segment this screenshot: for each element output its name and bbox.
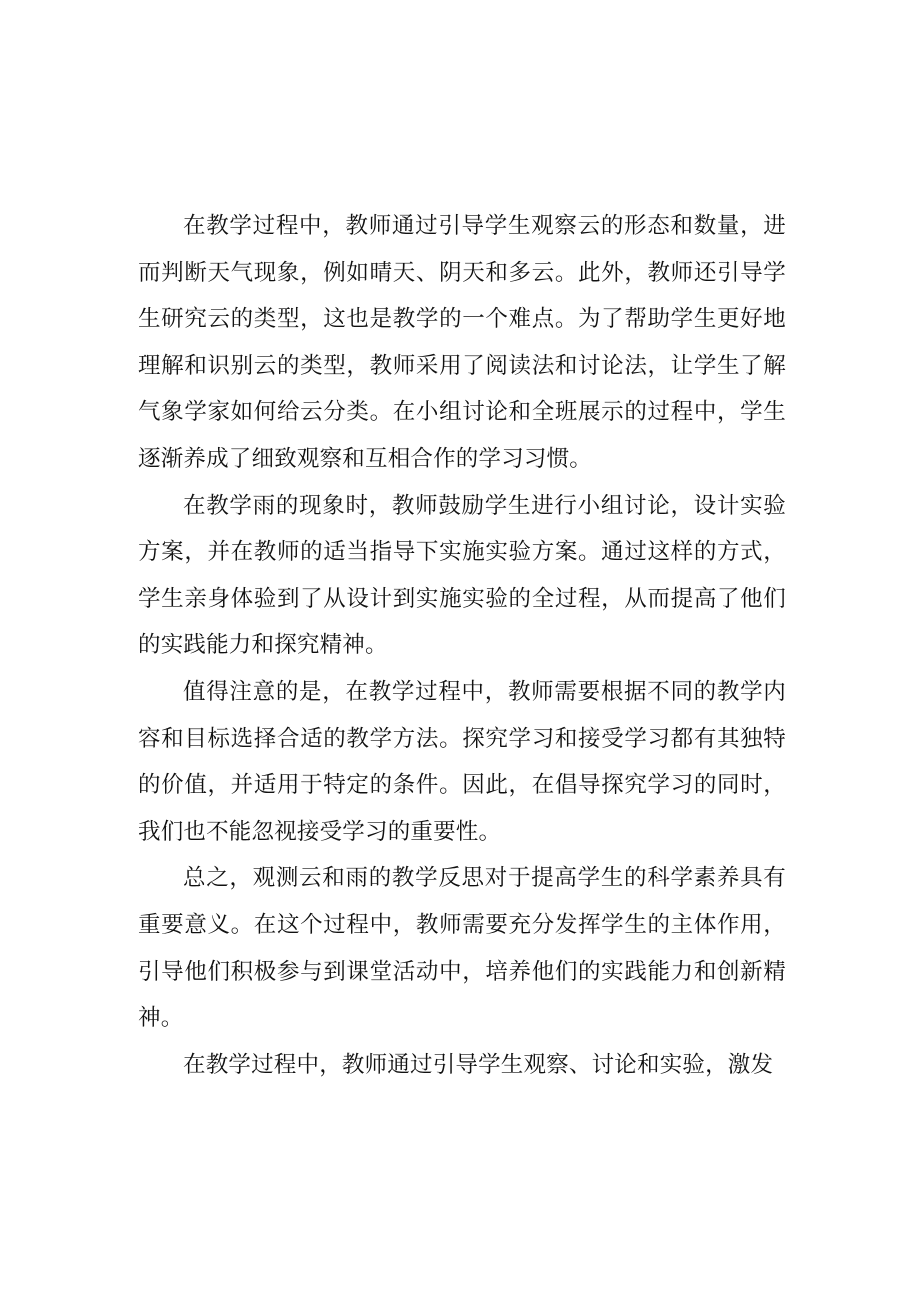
- paragraph-methods: 值得注意的是，在教学过程中，教师需要根据不同的教学内容和目标选择合适的教学方法。探究学习和接受学习都有其独特的价值，并适用于特定的条件。因此，在倡导探究学习的同时，我们也不能忽视接受学习的重要性。: [138, 678, 786, 845]
- document-body: [138, 203, 786, 1088]
- paragraph-rain: 在教学雨的现象时，教师鼓励学生进行小组讨论，设计实验方案，并在教师的适当指导下实施实验方案。通过这样的方式，学生亲身体验到了从设计到实施实验的全过程，从而提高了他们的实践能力和探究精神。: [138, 492, 786, 659]
- paragraph-summary: 总之，观测云和雨的教学反思对于提高学生的科学素养具有重要意义。在这个过程中，教师需要充分发挥学生的主体作用，引导他们积极参与到课堂活动中，培养他们的实践能力和创新精神。: [138, 865, 786, 1032]
- paragraph-continuation: 在教学过程中，教师通过引导学生观察、讨论和实验，激发: [183, 1051, 774, 1078]
- paragraph-clouds: 在教学过程中，教师通过引导学生观察云的形态和数量，进而判断天气现象，例如晴天、阴天和多云。此外，教师还引导学生研究云的类型，这也是教学的一个难点。为了帮助学生更好地理解和识别云的类型，教师采用了阅读法和讨论法，让学生了解气象学家如何给云分类。在小组讨论和全班展示的过程中，学生逐渐养成了细致观察和互相合作的学习习惯。: [138, 213, 786, 472]
